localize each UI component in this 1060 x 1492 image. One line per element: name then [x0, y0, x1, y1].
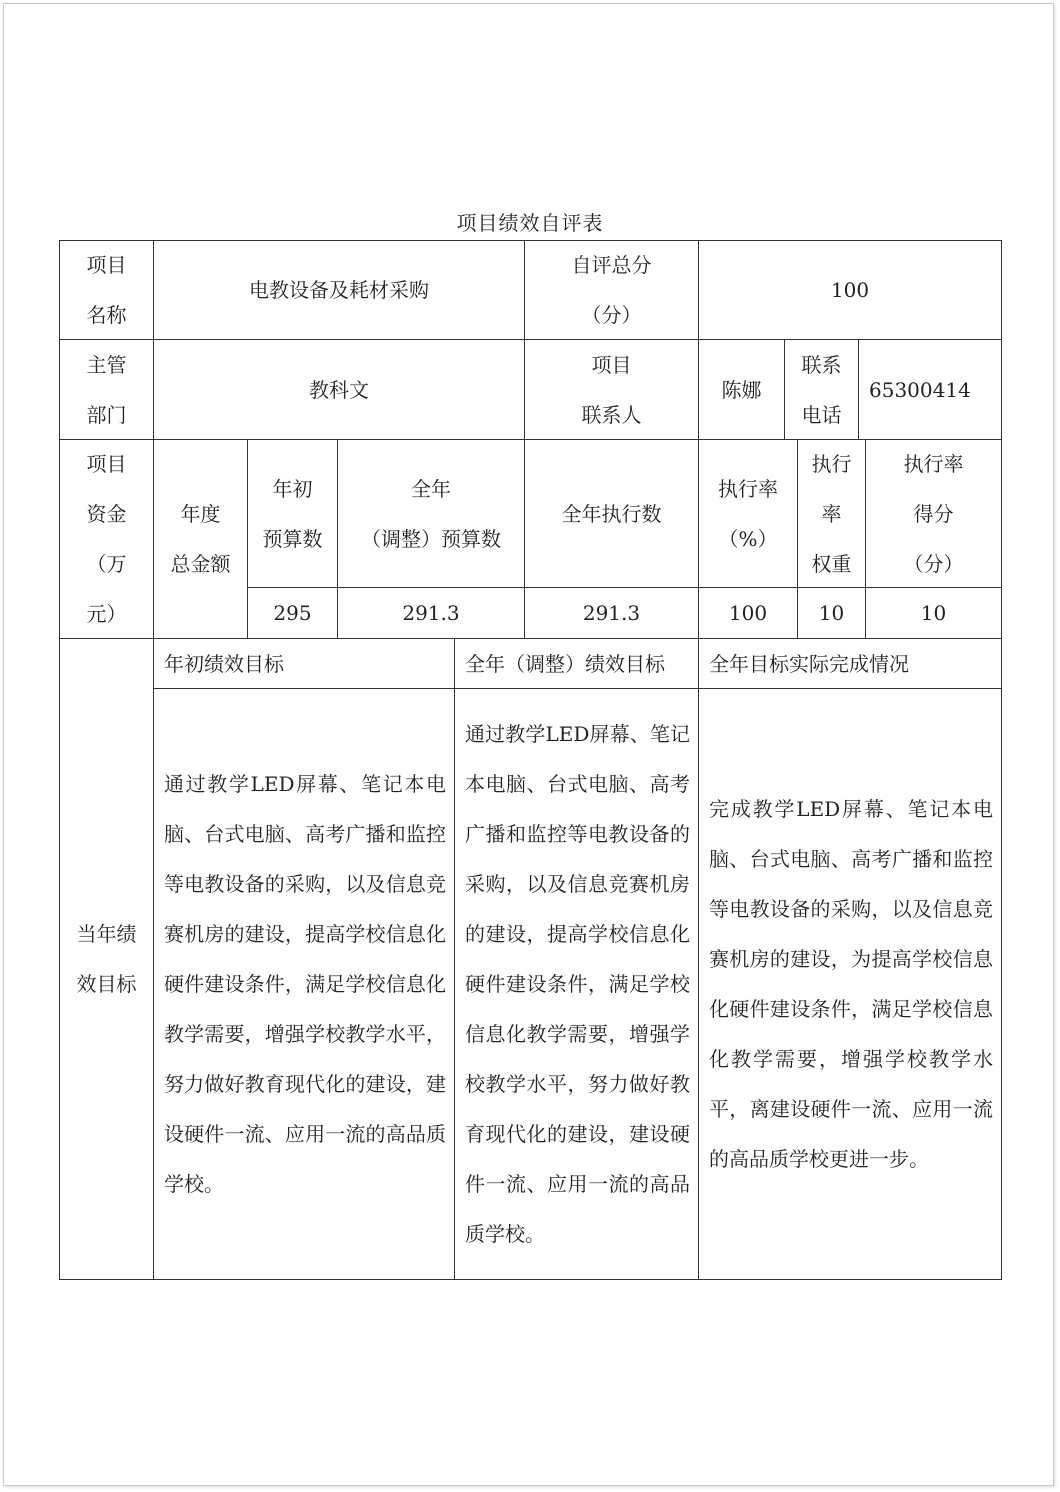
project-name-label-cell	[59, 240, 154, 340]
exec-rate-value: 100	[728, 601, 768, 625]
rate-weight-header: 执行 率 权重	[811, 451, 852, 576]
project-name-cell	[153, 240, 525, 340]
adjusted-budget-value: 291.3	[402, 601, 460, 625]
contact-cell	[698, 339, 785, 440]
initial-budget-value: 295	[273, 601, 312, 625]
actual-completion-text-cell	[698, 688, 1002, 1280]
contact-label-cell	[524, 339, 699, 440]
phone-label-cell	[784, 339, 859, 440]
performance-table	[59, 240, 1002, 1280]
contact-label: 项目 联系人	[581, 352, 642, 427]
executed-cell	[524, 587, 699, 639]
rate-weight-header-cell	[797, 439, 866, 588]
adjusted-goal-header-cell	[454, 638, 699, 689]
total-score-label: 自评总分 （分）	[571, 253, 652, 327]
actual-completion-header-cell	[698, 638, 1002, 689]
phone-label: 联系 电话	[801, 352, 842, 427]
adjusted-budget-cell	[337, 587, 525, 639]
dept-label: 主管 部门	[86, 352, 127, 427]
rate-score-cell	[865, 587, 1002, 639]
actual-completion-text: 完成教学LED屏幕、笔记本电脑、台式电脑、高考广播和监控等电教设备的采购，以及信息竞赛机房的建设，为提高学校信息化硬件建设条件，满足学校信息化教学需要，增强学校教学水平，离建设硬件一流、应用一流的高品质学校更进一步。	[709, 797, 993, 1171]
exec-rate-header-cell	[698, 439, 798, 588]
dept-label-cell	[59, 339, 154, 440]
actual-completion-header: 全年目标实际完成情况	[709, 651, 909, 676]
dept-cell	[153, 339, 525, 440]
project-name-label: 项目 名称	[86, 253, 127, 327]
rate-score-value: 10	[920, 601, 947, 625]
funds-label-cell	[59, 439, 154, 639]
total-score-label-cell	[524, 240, 699, 340]
initial-budget-header: 年初 预算数	[262, 476, 323, 551]
rate-score-header-cell	[865, 439, 1002, 588]
initial-budget-cell	[247, 587, 338, 639]
initial-goal-header: 年初绩效目标	[164, 651, 284, 676]
rate-weight-cell	[797, 587, 866, 639]
adjusted-budget-header: 全年 （调整）预算数	[361, 476, 501, 551]
executed-header-cell	[524, 439, 699, 588]
document-title: 项目绩效自评表	[456, 211, 604, 235]
total-score-value: 100	[830, 278, 870, 302]
contact-value: 陈娜	[721, 377, 762, 402]
adjusted-goal-header: 全年（调整）绩效目标	[465, 651, 665, 676]
initial-budget-header-cell	[247, 439, 338, 588]
executed-header: 全年执行数	[561, 501, 662, 526]
total-score-cell	[698, 240, 1002, 340]
phone-cell	[858, 339, 1002, 440]
exec-rate-cell	[698, 587, 798, 639]
executed-value: 291.3	[582, 601, 641, 625]
exec-rate-header: 执行率 （%）	[718, 476, 778, 551]
goals-label-cell	[59, 638, 154, 1280]
adjusted-goal-text-cell	[454, 688, 699, 1280]
annual-total-label-cell	[153, 439, 248, 639]
rate-score-header: 执行率 得分 （分）	[903, 451, 964, 576]
funds-label: 项目 资金 （万 元）	[86, 452, 127, 626]
initial-goal-text-cell	[153, 688, 455, 1280]
phone-value: 65300414	[869, 377, 971, 402]
dept-value: 教科文	[309, 377, 369, 402]
goals-label: 当年绩 效目标	[76, 922, 137, 996]
adjusted-goal-text: 通过教学LED屏幕、笔记本电脑、台式电脑、高考广播和监控等电教设备的采购，以及信息竞赛机房的建设，提高学校信息化硬件建设条件，满足学校信息化教学需要，增强学校教学水平，努力做好教育现代化的建设，建设硬件一流、应用一流的高品质学校。	[465, 722, 690, 1246]
annual-total-label: 年度 总金额	[170, 502, 231, 576]
initial-goal-header-cell	[153, 638, 455, 689]
adjusted-budget-header-cell	[337, 439, 525, 588]
project-name-value: 电教设备及耗材采购	[249, 278, 429, 302]
rate-weight-value: 10	[818, 601, 845, 625]
initial-goal-text: 通过教学LED屏幕、笔记本电脑、台式电脑、高考广播和监控等电教设备的采购，以及信息竞赛机房的建设，提高学校信息化硬件建设条件，满足学校信息化教学需要，增强学校教学水平，努力做好教育现代化的建设，建设硬件一流、应用一流的高品质学校。	[164, 772, 446, 1196]
